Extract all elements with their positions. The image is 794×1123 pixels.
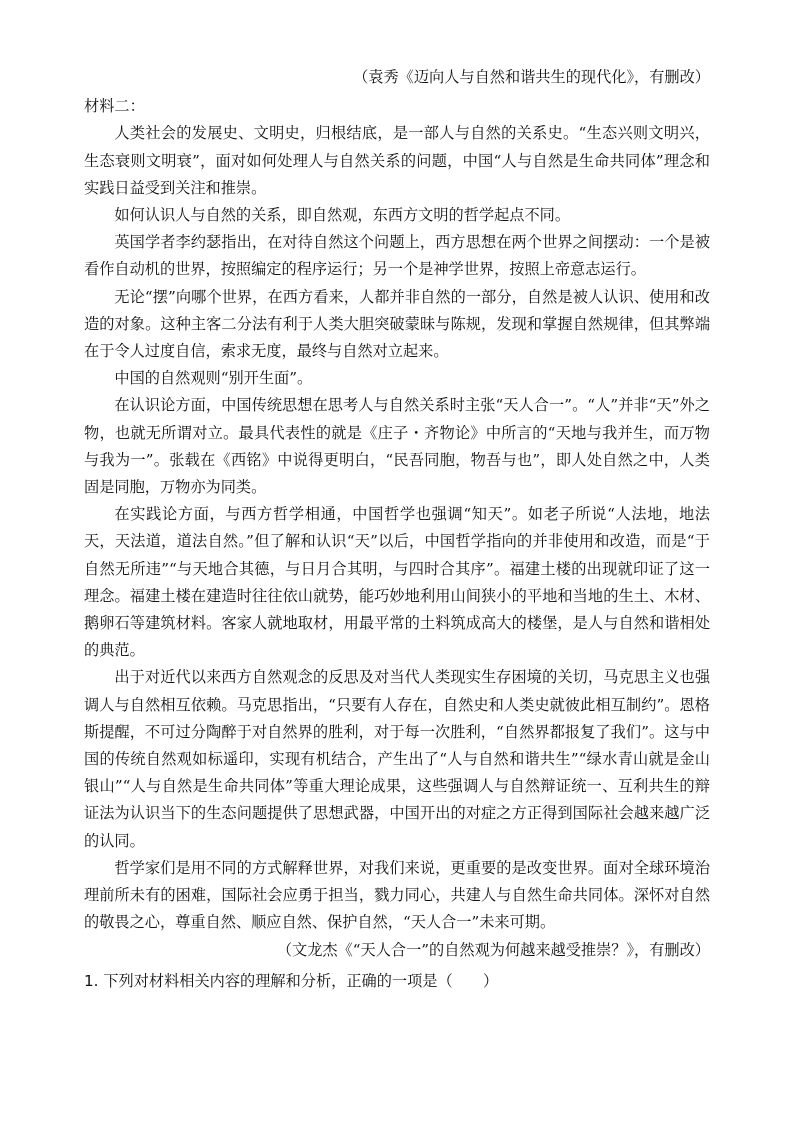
paragraph-2: 如何认识人与自然的关系，即自然观，东西方文明的哲学起点不同。 [114, 206, 571, 225]
paragraph-9: 哲学家们是用不同的方式解释世界，对我们来说，更重要的是改变世界。面对全球环境治理前所未有的困难，国际社会应勇于担当，戮力同心，共建人与自然生命共同体。深怀对自然的敬畏之心，尊重自然、顺应自然、保护自然，“天人合一”未来可期。 [84, 858, 710, 932]
paragraph-7: 在实践论方面，与西方哲学相通，中国哲学也强调“知天”。如老子所说“人法地，地法天，天法道，道法自然。”但了解和认识“天”以后，中国哲学指向的并非使用和改造，而是“于自然无所违”“与天地合其德，与日月合其明，与四时合其序”。福建土楼的出现就印证了这一理念。福建土楼在建造时往往依山就势，能巧妙地利用山间狭小的平地和当地的生土、木材、鹅卵石等建筑材料。客家人就地取材，用最平常的土料筑成高大的楼堡，是人与自然和谐相处的典范。 [84, 505, 710, 660]
paragraph-5: 中国的自然观则“别开生面”。 [114, 369, 313, 388]
question-1-stem: 1. 下列对材料相关内容的理解和分析，正确的一项是（ ） [84, 971, 499, 990]
paragraph-8: 出于对近代以来西方自然观念的反思及对当代人类现实生存困境的关切，马克思主义也强调人与自然相互依赖。马克思指出，“只要有人存在，自然史和人类史就彼此相互制约”。恩格斯提醒，不可过分陶醉于对自然界的胜利，对于每一次胜利，“自然界都报复了我们”。这与中国的传统自然观如标遥印，实现有机结合，产生出了“人与自然和谐共生”“绿水青山就是金山银山”“人与自然是生命共同体”等重大理论成果，这些强调人与自然辩证统一、互利共生的辩证法为认识当下的生态问题提供了思想武器，中国开出的对症之方正得到国际社会越来越广泛的认同。 [84, 668, 710, 850]
material2-label: 材料二： [84, 97, 145, 116]
paragraph-6: 在认识论方面，中国传统思想在思考人与自然关系时主张“天人合一”。“人”并非“天”外之物，也就无所谓对立。最具代表性的就是《庄子・齐物论》中所言的“天地与我并生，而万物与我为一”。张载在《西铭》中说得更明白，“民吾同胞，物吾与也”，即人处自然之中，人类固是同胞，万物亦为同类。 [84, 396, 710, 497]
paragraph-3: 英国学者李约瑟指出，在对待自然这个问题上，西方思想在两个世界之间摆动：一个是被看作自动机的世界，按照编定的程序运行；另一个是神学世界，按照上帝意志运行。 [84, 233, 710, 279]
material2-source-citation: （文龙杰《“天人合一”的自然观为何越来越受推崇？》，有删改） [276, 940, 710, 959]
paragraph-4: 无论“摆”向哪个世界，在西方看来，人都并非自然的一部分，自然是被人认识、使用和改造的对象。这种主客二分法有利于人类大胆突破蒙昧与陈规，发现和掌握自然规律，但其弊端在于令人过度自信，索求无度，最终与自然对立起来。 [84, 287, 710, 361]
material1-source-citation: （袁秀《迈向人与自然和谐共生的现代化》，有删改） [353, 68, 710, 86]
paragraph-1: 人类社会的发展史、文明史，归根结底，是一部人与自然的关系史。“生态兴则文明兴，生态衰则文明衰”，面对如何处理人与自然关系的问题，中国“人与自然是生命共同体”理念和实践日益受到关注和推崇。 [84, 124, 710, 197]
